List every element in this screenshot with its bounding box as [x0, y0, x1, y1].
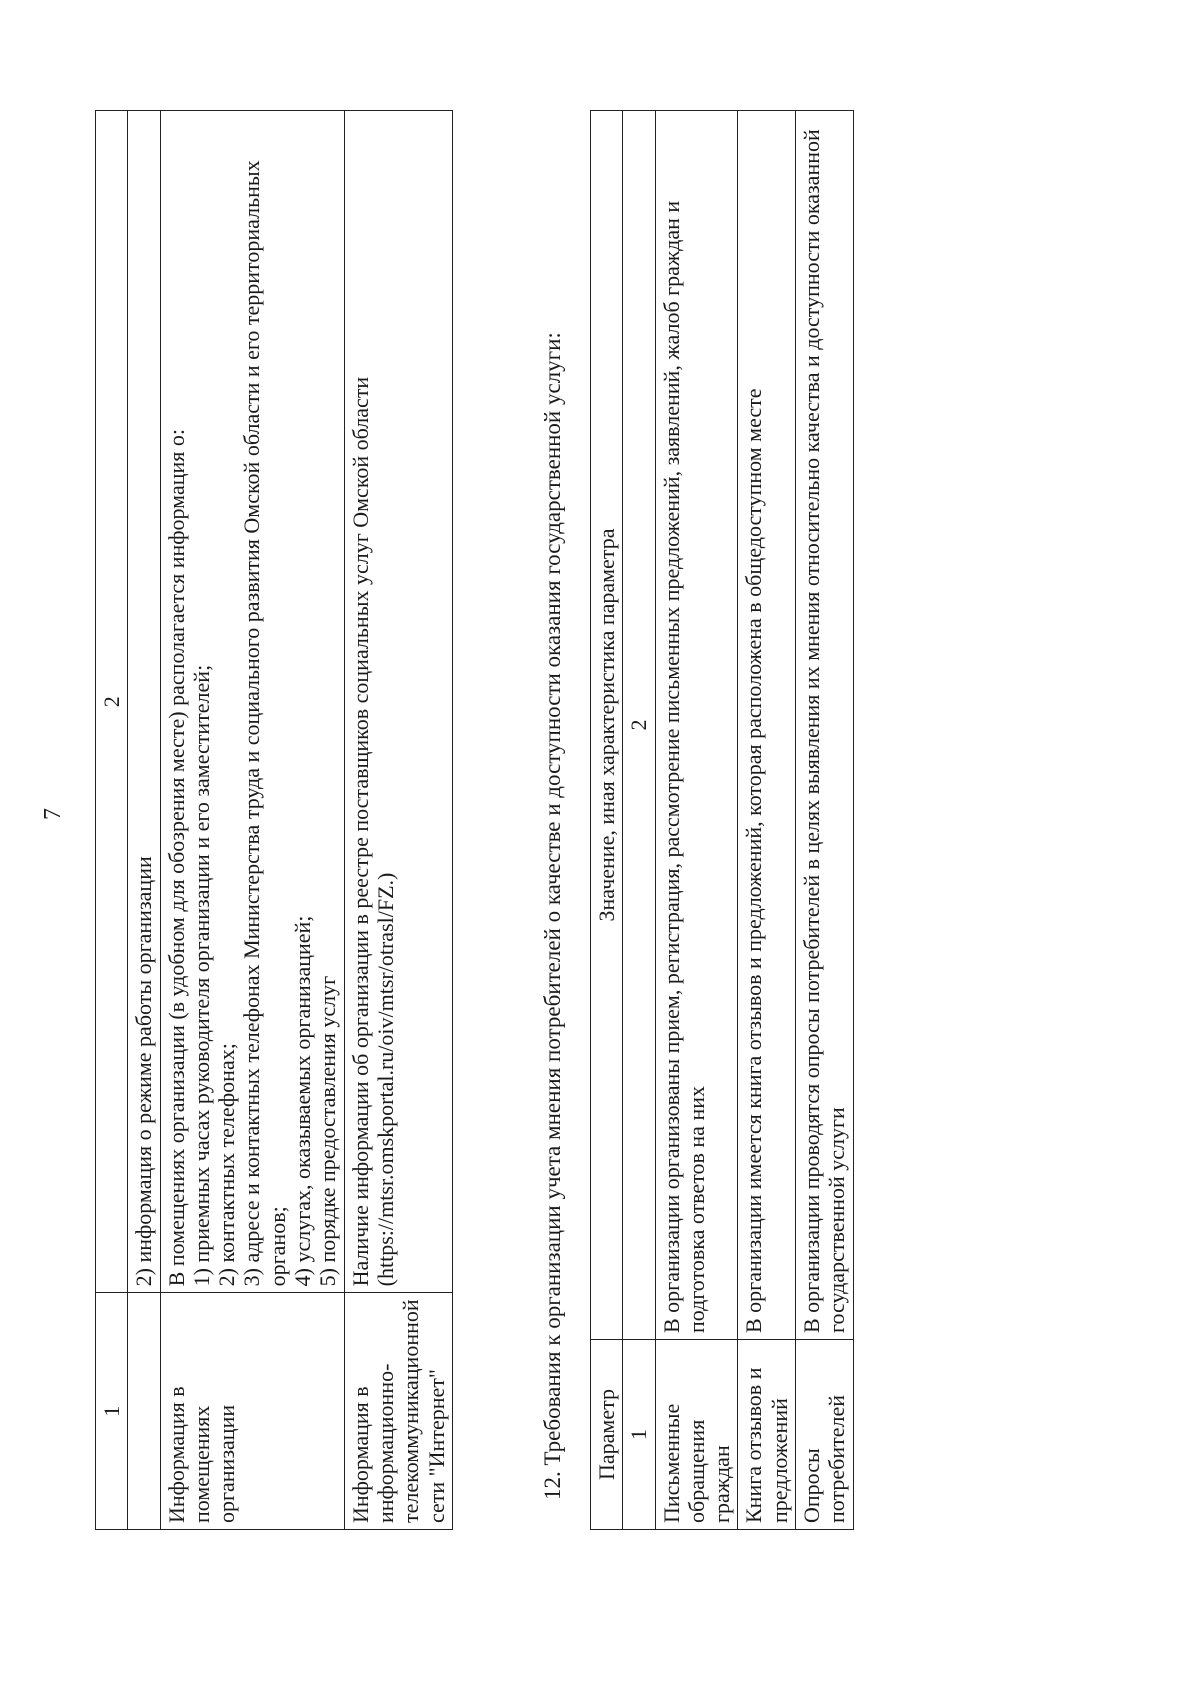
- table-subheader-row: [623, 111, 655, 1530]
- parameter-cell: Информация в помещениях организации: [160, 1293, 344, 1530]
- parameter-cell: Книга отзывов и предложений: [738, 1340, 796, 1530]
- table-row: [738, 111, 796, 1530]
- table-header-row: [591, 111, 623, 1530]
- parameter-cell: [128, 1293, 160, 1530]
- value-cell: В организации организованы прием, регистрация, рассмотрение письменных предложений, заявлений, жалоб граждан и подготовка ответов на них: [655, 111, 738, 1340]
- value-cell: [160, 111, 344, 1293]
- table-row: [128, 111, 160, 1530]
- parameter-cell: Опросы потребителей: [796, 1340, 854, 1530]
- column-header-1: 1: [96, 1293, 128, 1530]
- value-line: 4) услугах, оказываемых организацией;: [290, 915, 316, 1287]
- rotated-page-content: [0, 40, 1100, 1630]
- column-number-2: 2: [623, 111, 655, 1340]
- value-line: 3) адресе и контактных телефонах Министерства труда и социального развития Омской области и его территориальных органов;: [239, 160, 290, 1287]
- value-cell: В организации имеется книга отзывов и предложений, которая расположена в общедоступном месте: [738, 111, 796, 1340]
- column-header-value: Значение, иная характеристика параметра: [591, 111, 623, 1340]
- value-line: 1) приемных часах руководителя организации и его заместителей;: [188, 664, 214, 1287]
- table-row: [160, 111, 344, 1530]
- column-number-1: 1: [623, 1340, 655, 1530]
- parameter-cell: Информация в информационно-телекоммуникационной сети "Интернет": [344, 1293, 452, 1530]
- consumer-opinion-table: [590, 110, 854, 1530]
- column-header-2: 2: [96, 111, 128, 1293]
- value-line: 2) информация о режиме работы организации: [131, 856, 157, 1287]
- value-cell: В организации проводятся опросы потребителей в целях выявления их мнения относительно качества и доступности оказанной государственной услуги: [796, 111, 854, 1340]
- table-row: [344, 111, 452, 1530]
- table-header-row: [96, 111, 128, 1530]
- value-line: В помещениях организации (в удобном для обозрения месте) располагается информация о:: [163, 429, 189, 1287]
- value-line: 2) контактных телефонах;: [214, 1043, 240, 1287]
- table-row: [655, 111, 738, 1530]
- value-cell: [128, 111, 160, 1293]
- parameter-cell: Письменные обращения граждан: [655, 1340, 738, 1530]
- page-number: 7: [40, 808, 66, 820]
- value-line: Наличие информации об организации в реестре поставщиков социальных услуг Омской области (https://mtsr.omskportal.ru/oiv/mtsr/otrasl/FZ.): [347, 376, 398, 1287]
- table-row: [796, 111, 854, 1530]
- column-header-parameter: Параметр: [591, 1340, 623, 1530]
- value-cell: [344, 111, 452, 1293]
- section-heading: 12. Требования к организации учета мнения потребителей о качестве и доступности оказания государственной услуги:: [540, 332, 565, 1500]
- organization-information-table: [95, 110, 453, 1530]
- value-line: 5) порядке предоставления услуг: [315, 975, 341, 1287]
